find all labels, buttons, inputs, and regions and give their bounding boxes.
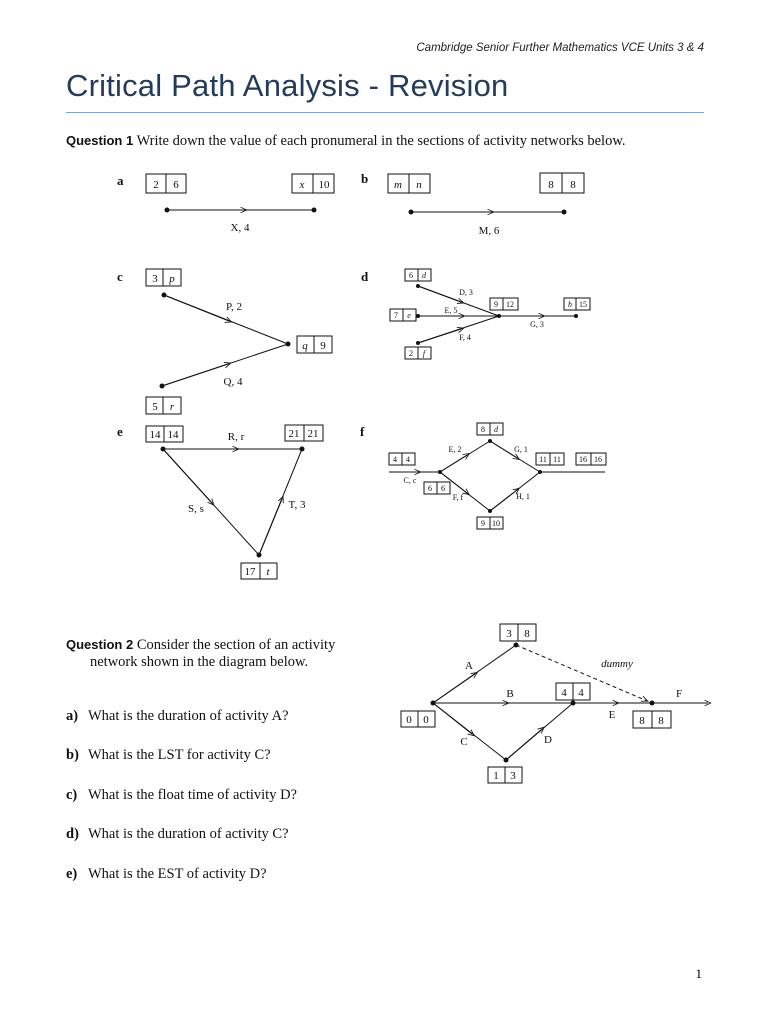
lst-value: 0: [423, 714, 429, 726]
node-dot: [162, 293, 167, 298]
est-value: 0: [406, 714, 412, 726]
est-value: 8: [481, 425, 485, 434]
edge-arrow: [490, 490, 517, 511]
edge-arrow: [506, 729, 542, 760]
activity-label: D, 3: [459, 288, 473, 297]
node-dot: [160, 384, 165, 389]
node-box: [146, 397, 181, 414]
est-value: 17: [244, 566, 256, 578]
lst-value: 12: [506, 300, 514, 309]
node-dot: [257, 553, 262, 558]
question-1-text: Write down the value of each pronumeral in the sections of activity networks below.: [136, 133, 626, 149]
est-value: 4: [561, 687, 567, 699]
node-box: [540, 173, 584, 193]
lst-value: 8: [524, 628, 530, 640]
diagram-b: [361, 171, 584, 237]
lst-value: e: [407, 311, 411, 320]
question-1-label: Question 1: [66, 133, 134, 148]
est-value: x: [299, 179, 305, 191]
node-box: [146, 174, 186, 193]
est-value: 2: [409, 349, 413, 358]
node-dot: [514, 643, 519, 648]
activity-label: G, 3: [530, 320, 544, 329]
est-value: 3: [506, 628, 512, 640]
lst-value: 15: [579, 300, 587, 309]
activity-label: F: [675, 688, 683, 700]
part-label: d): [66, 826, 79, 842]
node-box: [576, 453, 606, 465]
activity-label: T, 3: [288, 499, 306, 511]
lst-value: 8: [658, 715, 664, 727]
est-value: 3: [152, 273, 158, 285]
node-dot: [571, 701, 576, 706]
est-value: 21: [288, 428, 300, 440]
diagram-d: [361, 269, 590, 359]
est-value: 9: [481, 519, 485, 528]
lst-value: 4: [406, 455, 410, 464]
node-dot: [497, 314, 501, 318]
lst-value: 11: [553, 455, 561, 464]
node-box: [285, 425, 323, 441]
lst-value: 9: [320, 340, 326, 352]
edge-arrow: [418, 286, 461, 302]
question-2-network: [401, 624, 708, 783]
lst-value: d: [494, 425, 498, 434]
node-dot: [650, 701, 655, 706]
part-text: What is the float time of activity D?: [88, 787, 297, 803]
activity-label: G, 1: [514, 445, 528, 454]
diagram-e: [117, 424, 323, 579]
est-value: 16: [579, 455, 587, 464]
lst-value: 10: [318, 179, 330, 191]
node-dot: [488, 509, 492, 513]
activity-label: C, c: [403, 476, 417, 485]
lst-value: 6: [173, 179, 179, 191]
activity-label: E, 5: [444, 306, 458, 315]
node-box: [389, 453, 415, 465]
edge-arrow: [162, 364, 228, 386]
lst-value: 4: [578, 687, 584, 699]
node-box: [424, 482, 450, 494]
activity-label: X, 4: [230, 222, 250, 234]
lst-value: p: [169, 273, 175, 285]
node-box: [146, 269, 181, 286]
node-dot: [161, 447, 166, 452]
page-title: Critical Path Analysis - Revision: [66, 68, 509, 103]
est-value: 7: [394, 311, 398, 320]
node-dot: [409, 210, 414, 215]
edge-arrow: [433, 674, 475, 703]
diagram-label: c: [117, 269, 123, 284]
part-text: What is the duration of activity C?: [88, 826, 289, 842]
lst-value: 6: [441, 484, 445, 493]
node-box: [241, 563, 277, 579]
part-label: e): [66, 866, 78, 882]
diagram-label: b: [361, 171, 369, 186]
node-box: [401, 711, 435, 727]
part-text: What is the LST for activity C?: [88, 747, 271, 763]
lst-value: 10: [492, 519, 500, 528]
est-value: h: [568, 300, 572, 309]
activity-label: F, 4: [459, 333, 471, 342]
edge-arrow: [433, 703, 472, 734]
est-value: 1: [493, 770, 499, 782]
question-2-label: Question 2: [66, 637, 134, 652]
est-value: 2: [153, 179, 159, 191]
est-value: 5: [152, 401, 158, 413]
node-box: [477, 423, 503, 435]
running-header: Cambridge Senior Further Mathematics VCE Units 3 & 4: [416, 42, 704, 54]
node-box: [536, 453, 564, 465]
activity-label: S, s: [188, 503, 204, 515]
node-box: [388, 174, 430, 193]
node-dot: [538, 470, 542, 474]
diagram-label: d: [361, 269, 369, 284]
activity-label: B: [506, 688, 514, 700]
node-box: [633, 711, 671, 728]
lst-value: 8: [570, 179, 576, 191]
diagram-c: [117, 269, 332, 414]
diagram-a: [117, 173, 334, 234]
node-box: [390, 309, 416, 321]
part-label: a): [66, 708, 79, 724]
activity-label: F, f: [452, 493, 464, 502]
lst-value: t: [266, 566, 270, 578]
node-box: [500, 624, 536, 641]
activity-label: E, 2: [448, 445, 462, 454]
activity-label: Q, 4: [223, 376, 243, 388]
page-number: 1: [695, 966, 702, 981]
edge-arrow: [440, 455, 467, 472]
node-box: [564, 298, 590, 310]
lst-value: 16: [594, 455, 602, 464]
part-text: What is the EST of activity D?: [88, 866, 267, 882]
part-label: c): [66, 787, 78, 803]
node-box: [405, 347, 431, 359]
est-value: 9: [494, 300, 498, 309]
lst-value: r: [169, 401, 175, 413]
activity-label: A: [465, 660, 473, 672]
lst-value: f: [422, 349, 426, 358]
activity-label: D: [544, 734, 552, 746]
diagram-label: f: [360, 424, 365, 439]
node-box: [405, 269, 431, 281]
est-value: 6: [428, 484, 432, 493]
question-2-text-line2: network shown in the diagram below.: [90, 654, 309, 670]
est-value: m: [394, 179, 402, 191]
diagram-f: [360, 423, 606, 529]
node-box: [297, 336, 332, 353]
lst-value: 3: [510, 770, 516, 782]
node-dot: [438, 470, 442, 474]
edge-arrow: [418, 329, 461, 343]
dummy-label: dummy: [601, 658, 633, 670]
est-value: 11: [539, 455, 547, 464]
activity-label: C: [460, 736, 468, 748]
activity-label: R, r: [227, 431, 245, 443]
node-box: [490, 298, 518, 310]
lst-value: n: [416, 179, 422, 191]
node-dot: [286, 342, 291, 347]
est-value: 6: [409, 271, 413, 280]
est-value: q: [302, 340, 308, 352]
node-dot: [431, 701, 436, 706]
node-dot: [416, 341, 420, 345]
est-value: 8: [639, 715, 645, 727]
node-dot: [574, 314, 578, 318]
edge-arrow: [259, 499, 282, 555]
node-dot: [165, 208, 170, 213]
activity-label: H, 1: [516, 492, 530, 501]
node-dot: [416, 314, 420, 318]
question-2-text-line1: Consider the section of an activity: [136, 637, 336, 653]
node-box: [146, 426, 183, 442]
node-box: [477, 517, 503, 529]
edge-arrow: [490, 441, 517, 458]
node-dot: [488, 439, 492, 443]
node-dot: [312, 208, 317, 213]
node-dot: [300, 447, 305, 452]
activity-label: M, 6: [478, 225, 500, 237]
edge-arrow: [163, 449, 212, 503]
est-value: 8: [548, 179, 554, 191]
activity-label: E: [608, 709, 616, 721]
node-dot: [504, 758, 509, 763]
lst-value: 14: [167, 429, 179, 441]
part-text: What is the duration of activity A?: [88, 708, 289, 724]
edge-arrow: [164, 295, 229, 321]
node-box: [488, 767, 522, 783]
lst-value: 21: [307, 428, 319, 440]
node-box: [556, 683, 590, 700]
node-dot: [416, 284, 420, 288]
part-label: b): [66, 747, 79, 763]
lst-value: d: [422, 271, 426, 280]
diagram-label: e: [117, 424, 123, 439]
activity-label: P, 2: [226, 301, 242, 313]
est-value: 4: [393, 455, 397, 464]
node-box: [292, 174, 334, 193]
diagram-label: a: [117, 173, 124, 188]
est-value: 14: [149, 429, 161, 441]
node-dot: [562, 210, 567, 215]
